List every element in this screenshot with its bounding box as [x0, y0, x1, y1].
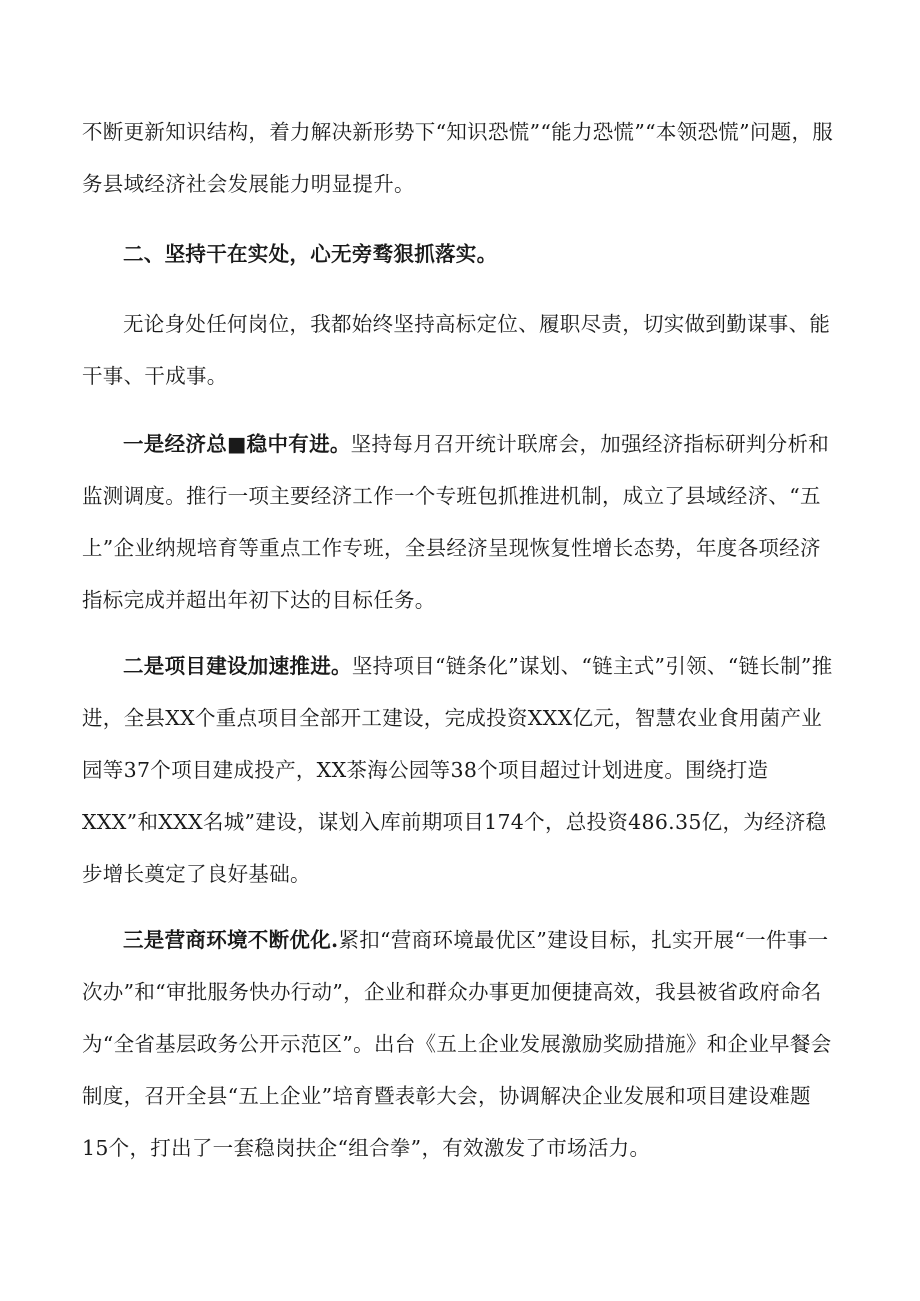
paragraph-business-environment: [82, 914, 834, 1174]
paragraph-text: 紧扣“营商环境最优区”建设目标，扎实开展“一件事一次办”和“审批服务快办行动”，企业和群众办事更加便捷高效，我县被省政府命名为“全省基层政务公开示范区”。出台《五上企业发展激励奖励措施》和企业早餐会制度，召开全县“五上企业”培育暨表彰大会，协调解决企业发展和项目建设难题15个，打出了一套稳岗扶企“组合拳”，有效激发了市场活力。: [82, 928, 832, 1160]
paragraph-continuation: [82, 106, 834, 210]
paragraph-text: 不断更新知识结构，着力解决新形势下“知识恐慌”“能力恐慌”“本领恐慌”问题，服务县域经济社会发展能力明显提升。: [82, 120, 834, 196]
paragraph-projects: [82, 640, 834, 900]
paragraph-lead: 二是项目建设加速推进。: [123, 654, 352, 678]
paragraph-text: 坚持每月召开统计联席会，加强经济指标研判分析和监测调度。推行一项主要经济工作一个专班包抓推进机制，成立了县域经济、“五上”企业纳规培育等重点工作专班，全县经济呈现恢复性增长态势，年度各项经济指标完成并超出年初下达的目标任务。: [82, 432, 830, 612]
paragraph-lead: 一是经济总■稳中有进。: [123, 432, 351, 456]
section-heading-text: 二、坚持干在实处，心无旁骛狠抓落实。: [123, 242, 498, 266]
paragraph-intro: [82, 298, 834, 402]
paragraph-text: 坚持项目“链条化”谋划、“链主式”引领、“链长制”推进，全县XX个重点项目全部开工建设，完成投资XXX亿元，智慧农业食用菌产业园等37个项目建成投产，XX茶海公园等38个项目超过计划进度。围绕打造XXX”和XXX名城”建设，谋划入库前期项目174个，总投资486.35亿，为经济稳步增长奠定了良好基础。: [82, 654, 833, 886]
section-heading-2: [82, 228, 834, 280]
paragraph-economy: [82, 418, 834, 626]
paragraph-lead: 三是营商环境不断优化.: [123, 928, 339, 952]
paragraph-text: 无论身处任何岗位，我都始终坚持高标定位、履职尽责，切实做到勤谋事、能干事、干成事。: [82, 312, 831, 388]
